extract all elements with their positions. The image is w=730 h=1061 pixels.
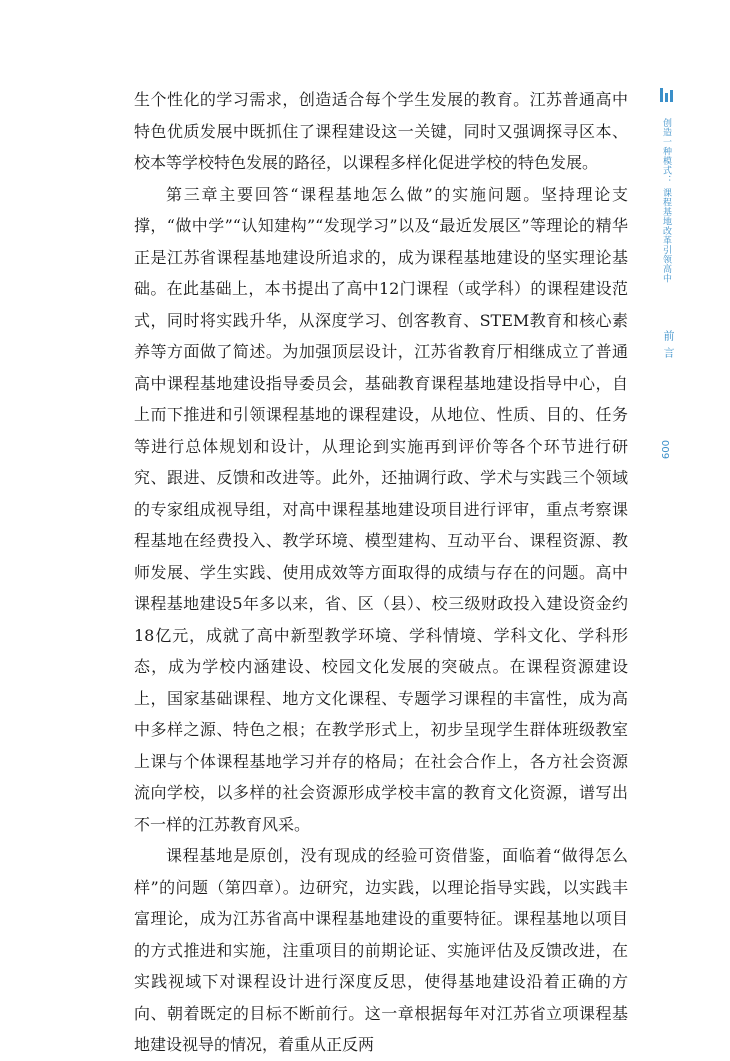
body-text <box>134 84 628 1061</box>
side-book-title: 课程基地改革引领高中 <box>661 188 671 283</box>
paragraph-2: 第三章主要回答“课程基地怎么做”的实施问题。坚持理论支撑，“做中学”“认知建构”“发现学习”以及“最近发展区”等理论的精华正是江苏省课程基地建设所追求的，成为课程基地建设的坚实理论基础。在此基础上，本书提出了高中12门课程（或学科）的课程建设范式，同时将实践升华，从深度学习、创客教育、STEM教育和核心素养等方面做了简述。为加强顶层设计，江苏省教育厅相继成立了普通高中课程基地建设指导委员会，基础教育课程基地建设指导中心，自上而下推进和引领课程基地的课程建设，从地位、性质、目的、任务等进行总体规划和设计，从理论到实施再到评价等各个环节进行研究、跟进、反馈和改进等。此外，还抽调行政、学术与实践三个领域的专家组成视导组，对高中课程基地建设项目进行评审，重点考察课程基地在经费投入、教学环境、模型建构、互动平台、课程资源、教师发展、学生实践、使用成效等方面取得的成绩与存在的问题。高中课程基地建设5年多以来，省、区（县）、校三级财政投入建设资金约18亿元，成就了高中新型教学环境、学科情境、学科文化、学科形态，成为学校内涵建设、校园文化发展的突破点。在课程资源建设上，国家基础课程、地方文化课程、专题学习课程的丰富性，成为高中多样之源、特色之根；在教学形式上，初步呈现学生群体班级教室上课与个体课程基地学习并存的格局；在社会合作上，各方社会资源流向学校，以多样的社会资源形成学校丰富的教育文化资源，谱写出不一样的江苏教育风采。 <box>134 184 628 834</box>
paragraph-1: 生个性化的学习需求，创造适合每个学生发展的教育。江苏普通高中特色优质发展中既抓住了课程建设这一关键，同时又强调探寻区本、校本等学校特色发展的路径，以课程多样化促进学校的特色发展。 <box>134 90 628 172</box>
page-number: 009 <box>659 440 670 460</box>
side-series-title: 创造一种模式： <box>661 118 671 185</box>
series-logo-icon <box>660 88 674 102</box>
side-section-label: 前言 <box>662 330 675 364</box>
paragraph-3: 课程基地是原创，没有现成的经验可资借鉴，面临着“做得怎么样”的问题（第四章）。边研究，边实践，以理论指导实践，以实践丰富理论，成为江苏省高中课程基地建设的重要特征。课程基地以项目的方式推进和实施，注重项目的前期论证、实施评估及反馈改进，在实践视域下对课程设计进行深度反思，使得基地建设沿着正确的方向、朝着既定的目标不断前行。这一章根据每年对江苏省立项课程基地建设视导的情况，着重从正反两 <box>134 846 628 1054</box>
